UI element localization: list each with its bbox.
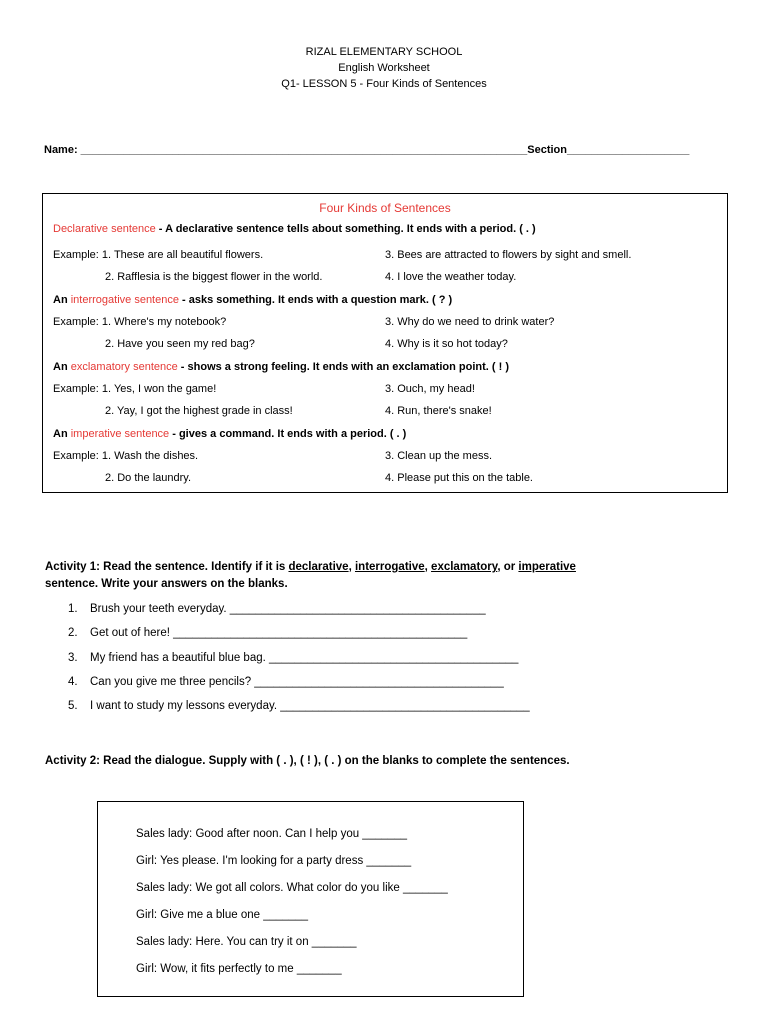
dialogue-line[interactable]: Sales lady: Good after noon. Can I help you _______ bbox=[136, 828, 408, 840]
lesson-title: Q1- LESSON 5 - Four Kinds of Sentences bbox=[281, 78, 487, 90]
interrogative-example-1: Example: 1. Where's my notebook? bbox=[53, 316, 227, 328]
declarative-term: Declarative sentence bbox=[53, 223, 156, 235]
dialogue-line[interactable]: Sales lady: Here. You can try it on _______ bbox=[136, 936, 357, 948]
activity1-instructions: Activity 1: Read the sentence. Identify if it is declarative, interrogative, exclamatory, or imperative sentence. Write your answers on the blanks. bbox=[45, 561, 576, 590]
imperative-example-1: Example: 1. Wash the dishes. bbox=[53, 450, 199, 462]
activity2-instructions: Activity 2: Read the dialogue. Supply with ( . ), ( ! ), ( . ) on the blanks to complete the sentences. bbox=[45, 755, 570, 767]
dialogue-line[interactable]: Girl: Wow, it fits perfectly to me _______ bbox=[136, 963, 342, 975]
interrogative-example-4: 4. Why is it so hot today? bbox=[385, 338, 508, 350]
interrogative-example-3: 3. Why do we need to drink water? bbox=[385, 316, 555, 328]
school-name: RIZAL ELEMENTARY SCHOOL bbox=[305, 46, 463, 58]
activity1-item[interactable]: 2. Get out of here! ______________________________________________ bbox=[68, 627, 468, 639]
interrogative-definition: An interrogative sentence - asks something. It ends with a question mark. ( ? ) bbox=[53, 294, 453, 306]
dialogue-line[interactable]: Sales lady: We got all colors. What color do you like _______ bbox=[136, 882, 448, 894]
declarative-example-4: 4. I love the weather today. bbox=[385, 271, 517, 283]
dialogue-line[interactable]: Girl: Yes please. I'm looking for a party dress _______ bbox=[136, 855, 412, 867]
term-imperative: imperative bbox=[518, 561, 576, 573]
declarative-example-2: 2. Rafflesia is the biggest flower in the world. bbox=[105, 271, 323, 283]
activity1-item[interactable]: 5. I want to study my lessons everyday. _______________________________________ bbox=[68, 700, 530, 712]
subject-title: English Worksheet bbox=[338, 62, 430, 74]
lesson-box bbox=[42, 193, 728, 493]
exclamatory-example-4: 4. Run, there's snake! bbox=[385, 405, 492, 417]
imperative-term: imperative sentence bbox=[70, 428, 170, 440]
imperative-definition: An imperative sentence - gives a command. It ends with a period. ( . ) bbox=[53, 428, 407, 440]
exclamatory-example-1: Example: 1. Yes, I won the game! bbox=[53, 383, 217, 395]
interrogative-example-2: 2. Have you seen my red bag? bbox=[105, 338, 255, 350]
term-declarative: declarative bbox=[288, 561, 349, 573]
imperative-example-2: 2. Do the laundry. bbox=[105, 472, 192, 484]
exclamatory-definition: An exclamatory sentence - shows a strong feeling. It ends with an exclamation point. ( ! ) bbox=[53, 361, 509, 373]
dialogue-box bbox=[97, 801, 524, 997]
imperative-example-4: 4. Please put this on the table. bbox=[385, 472, 533, 484]
activity1-item[interactable]: 4. Can you give me three pencils? _______________________________________ bbox=[68, 676, 504, 688]
name-section-line[interactable]: Name: _________________________________________________________________________Section____________________ bbox=[44, 144, 690, 156]
declarative-definition: Declarative sentence - A declarative sentence tells about something. It ends with a period. ( . ) bbox=[53, 223, 536, 235]
imperative-example-3: 3. Clean up the mess. bbox=[385, 450, 493, 462]
activity1-item[interactable]: 1. Brush your teeth everyday. ________________________________________ bbox=[68, 603, 486, 615]
lesson-box-title: Four Kinds of Sentences bbox=[319, 201, 451, 215]
activity1-item[interactable]: 3. My friend has a beautiful blue bag. _______________________________________ bbox=[68, 652, 519, 664]
declarative-example-1: Example: 1. These are all beautiful flowers. bbox=[53, 249, 264, 261]
declarative-example-3: 3. Bees are attracted to flowers by sight and smell. bbox=[385, 249, 632, 261]
exclamatory-example-2: 2. Yay, I got the highest grade in class! bbox=[105, 405, 293, 417]
interrogative-term: interrogative sentence bbox=[70, 294, 179, 306]
exclamatory-example-3: 3. Ouch, my head! bbox=[385, 383, 475, 395]
exclamatory-term: exclamatory sentence bbox=[70, 361, 178, 373]
dialogue-line[interactable]: Girl: Give me a blue one _______ bbox=[136, 909, 308, 921]
term-exclamatory: exclamatory bbox=[431, 561, 498, 573]
term-interrogative: interrogative bbox=[354, 561, 425, 573]
worksheet-header bbox=[0, 44, 768, 92]
